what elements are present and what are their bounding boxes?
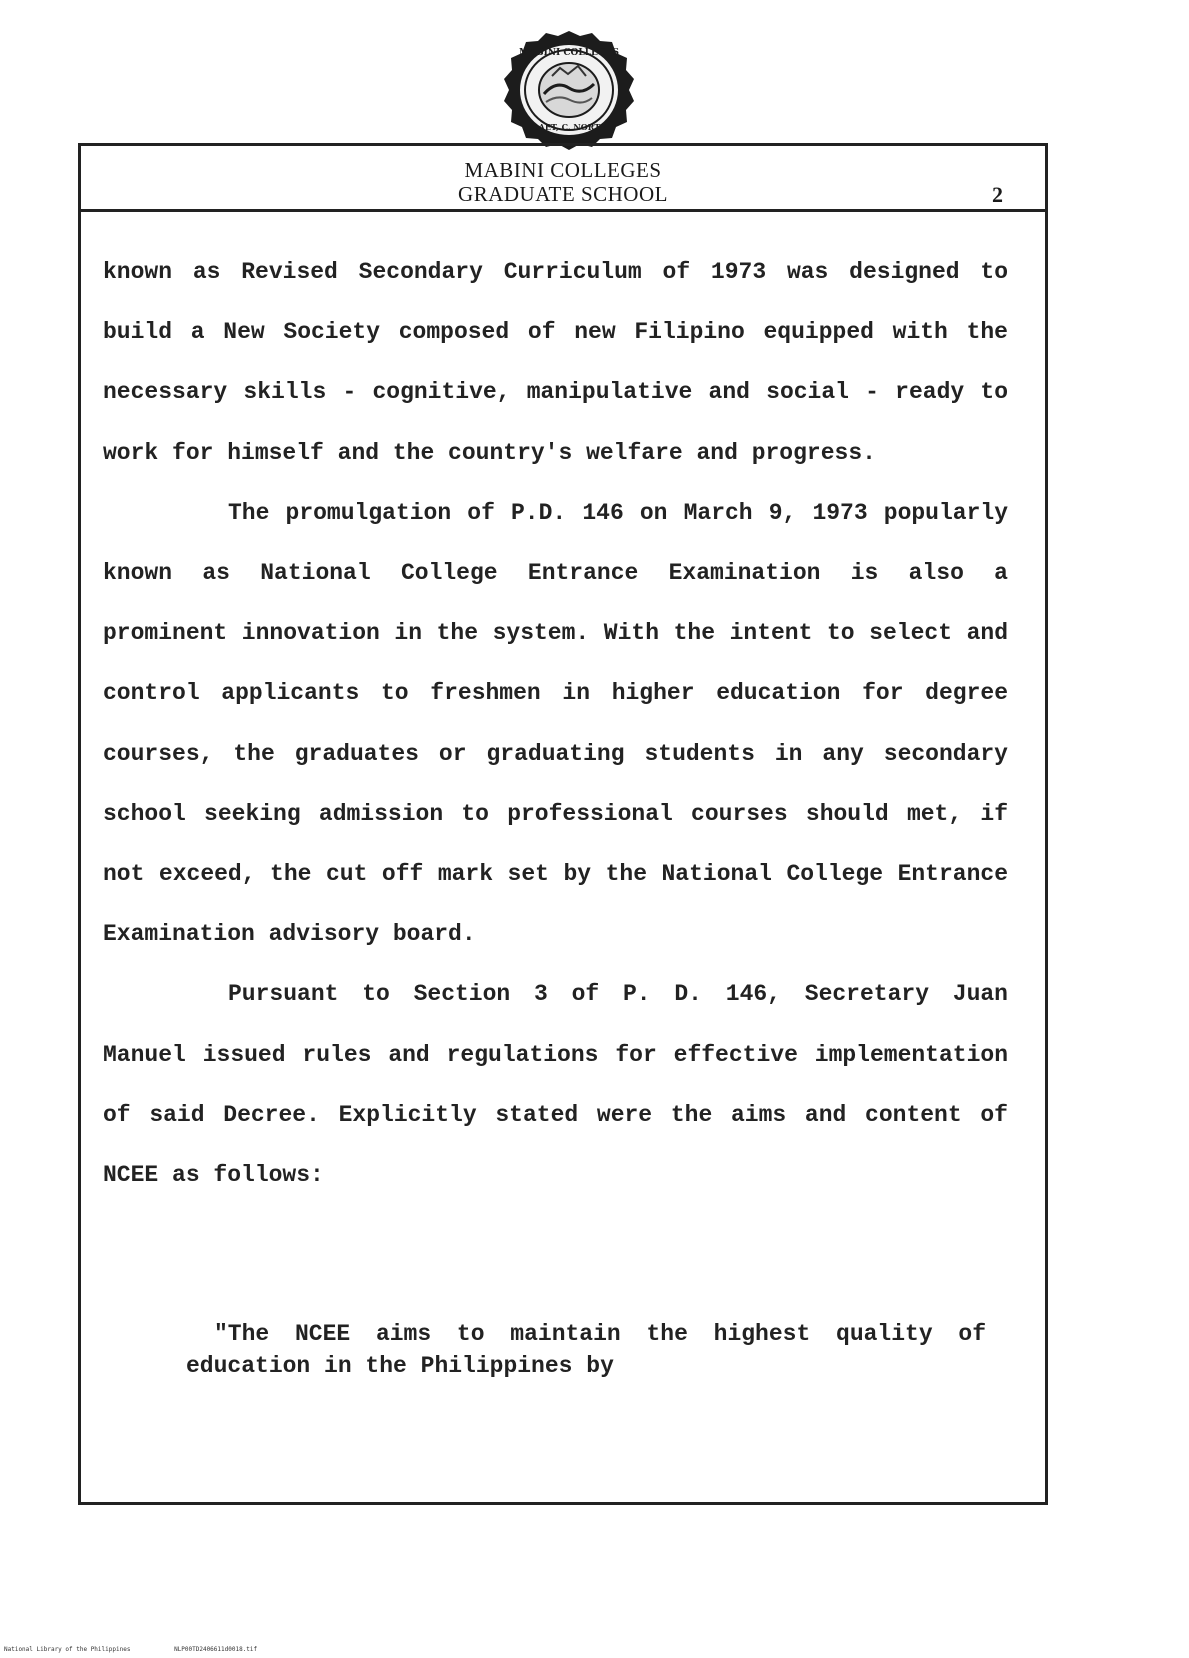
document-body [103, 242, 1008, 1205]
page-number: 2 [992, 182, 1003, 207]
paragraph: The promulgation of P.D. 146 on March 9, 1973 popularly known as National College Entrance Examination is also a prominent innovation in the system. With the intent to select and control applicants to freshmen in higher education for degree courses, the graduates or graduating students in any secondary school seeking admission to professional courses should met, if not exceed, the cut off mark set by the National College Entrance Examination advisory board. [103, 499, 1008, 948]
paragraph: known as Revised Secondary Curriculum of 1973 was designed to build a New Society composed of new Filipino equipped with the necessary skills - cognitive, manipulative and social - ready to work for himself and the country's welfare and progress. [103, 259, 1008, 466]
department-name: GRADUATE SCHOOL [458, 182, 668, 206]
library-credit: National Library of the Philippines [4, 1646, 131, 1653]
block-quote [186, 1318, 986, 1382]
letterhead [81, 146, 1045, 212]
institution-name: MABINI COLLEGES [464, 158, 662, 182]
scan-footer [4, 1646, 297, 1653]
svg-text:DAET, C. NORTE: DAET, C. NORTE [531, 122, 607, 132]
quote-text: "The NCEE aims to maintain the highest quality of education in the Philippines by [186, 1321, 986, 1379]
college-seal [500, 28, 638, 158]
paragraph: Pursuant to Section 3 of P. D. 146, Secretary Juan Manuel issued rules and regulations for effective implementation of said Decree. Explicitly stated were the aims and content of NCEE as follows: [103, 981, 1008, 1189]
file-id: NLP00TD2406611d0018.tif [174, 1646, 258, 1653]
page-frame [78, 143, 1048, 1505]
svg-text:MABINI COLLEGES: MABINI COLLEGES [519, 48, 619, 58]
